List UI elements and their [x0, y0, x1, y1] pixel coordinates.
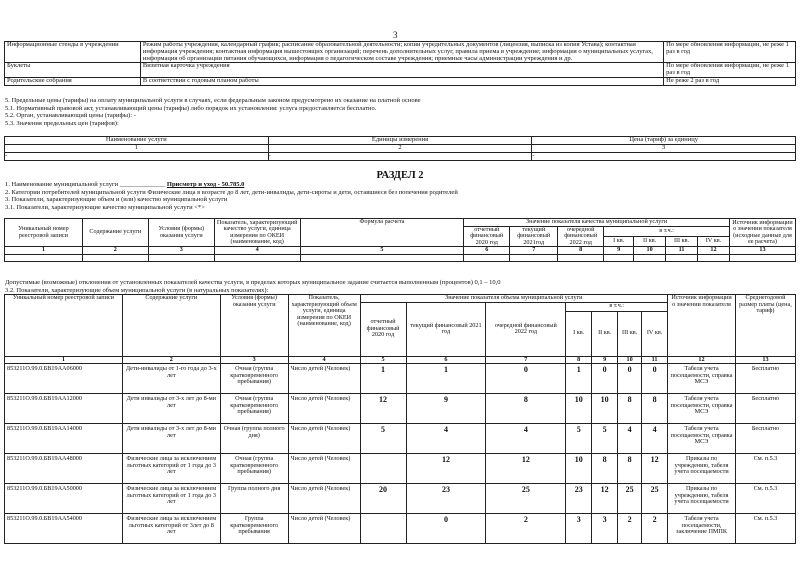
info-freq: По мере обновления информации, не реже 1 раз в год [664, 63, 796, 78]
v-col-number: 12 [668, 356, 736, 364]
cell-source: Приказы по учреждению, табеля учета посещаемости [668, 484, 736, 514]
cell-q3: 0 [618, 364, 642, 394]
cell-q1: 10 [566, 394, 592, 424]
q-col-number: 11 [666, 247, 698, 255]
q-col-number: 2 [82, 247, 148, 255]
cell-content: Дети-инвалиды от 1-го года до 3-х лет [122, 364, 220, 394]
info-means: Родительские собрания [5, 78, 141, 86]
consumers-line: 2. Категории потребителей муниципальной услуги Физические лица в возрасте до 8 лет, дети-инвалиды, дети-сироты и дети, оставшиеся без попечения родителей [5, 188, 458, 196]
v-h-incl: в т.ч.: [566, 302, 668, 311]
line-5-3: 5.3. Значения предельных цен (тарифов): [5, 119, 119, 127]
q-col-number: 3 [148, 247, 214, 255]
cell-indicator: Число детей (Человек) [288, 454, 360, 484]
q-col-number: 1 [5, 247, 83, 255]
v-h-indicator: Показатель, характеризующий объем услуги, единица измерения по ОКЕИ (наименование, код) [288, 295, 360, 357]
tariff-header-service: Наименование услуги [5, 137, 269, 145]
q-h-incl: в т.ч.: [604, 226, 730, 236]
cell-q3: 8 [618, 454, 642, 484]
cell-q3: 4 [618, 424, 642, 454]
cell-q2: 10 [592, 394, 618, 424]
cell-q2: 12 [592, 484, 618, 514]
cell-current: 0 [406, 514, 486, 544]
cell-source: Табеля учета посещаемости, заключение ПМПК [668, 514, 736, 544]
cell-content: Физические лица за исключением льготных категорий от 1 года до 3 лет [122, 484, 220, 514]
v-h-current: текущий финансовый 2021 год [406, 302, 486, 356]
v-h-next: очередной финансовый 2022 год [486, 302, 566, 356]
cell-current: 12 [406, 454, 486, 484]
cell-report [360, 514, 406, 544]
volume-line: 3.2. Показатели, характеризующие объем муниципальной услуги (в натуральных показателях): [5, 286, 269, 294]
v-col-number: 11 [642, 356, 668, 364]
cell-fee: См. п.5.3 [735, 454, 795, 484]
cell-fee: См. п.5.3 [735, 484, 795, 514]
v-h-q1: I кв. [566, 311, 592, 356]
cell-q4: 8 [642, 394, 668, 424]
q-col-number: 6 [464, 247, 510, 255]
cell-q2: 8 [592, 454, 618, 484]
cell-code: 853211О.99.0.БВ19АА06000 [5, 364, 123, 394]
cell-indicator: Число детей (Человек) [288, 514, 360, 544]
cell-fee: Бесплатно [735, 394, 795, 424]
v-h-fee: Среднегодовой размер платы (цена, тариф) [735, 295, 795, 357]
cell-code: 853211О.99.0.БВ19АА14000 [5, 424, 123, 454]
cell-fee: См. п.5.3 [735, 514, 795, 544]
v-h-source: Источник информации о значении показателя [668, 295, 736, 357]
tariff-section-text [5, 97, 421, 127]
q-h-indicator: Показатель, характеризующий качество услуги, единица измерения по ОКЕИ (наименование, код) [214, 219, 300, 247]
q-h-q4: IV кв. [698, 236, 730, 246]
cell-indicator: Число детей (Человек) [288, 484, 360, 514]
q-h-conditions: Условия (формы) оказания услуги [148, 219, 214, 247]
cell-report: 12 [360, 394, 406, 424]
service-name-value: Присмотр и уход - 50.785.0 [166, 181, 245, 188]
tariff-header-price: Цена (тариф) за единицу [532, 137, 796, 145]
cell-report [360, 454, 406, 484]
cell-next: 8 [486, 394, 566, 424]
cell-q1: 23 [566, 484, 592, 514]
tariff-value: - [532, 153, 796, 161]
table-row [5, 514, 796, 544]
info-row [5, 42, 796, 63]
v-col-number: 7 [486, 356, 566, 364]
service-name-line: 1. Наименование муниципальной услуги ______________ Присмотр и уход - 50.785.0 [5, 181, 245, 188]
cell-code: 853211О.99.0.БВ19АА50000 [5, 484, 123, 514]
cell-indicator: Число детей (Человек) [288, 394, 360, 424]
tariff-table [4, 136, 796, 161]
cell-q3: 8 [618, 394, 642, 424]
v-h-q3: III кв. [618, 311, 642, 356]
cell-fee: Бесплатно [735, 424, 795, 454]
cell-code: 853211О.99.0.БВ19АА54000 [5, 514, 123, 544]
q-h-code: Уникальный номер реестровой записи [5, 219, 83, 247]
cell-q3: 25 [618, 484, 642, 514]
cell-conditions: Группа кратковременного пребывания [220, 514, 288, 544]
q-h-current: текущий финансовый 2021год [510, 226, 558, 247]
cell-next: 2 [486, 514, 566, 544]
cell-q2: 3 [592, 514, 618, 544]
tariff-value: - [5, 153, 269, 161]
cell-report: 5 [360, 424, 406, 454]
page-number: 3 [393, 30, 398, 40]
info-content: Режим работы учреждения, календарный график; расписание образовательной деятельности; копии учредительных документов (лицензия, выписка из копия Устава); контактная информация учреждения; контактная информация вышестоящих организаций; перечень дополнительных услуг, правила приема в учреждение; информация о муниципальных услугах, информация об организации питания обучающихся, информация о педагогическом составе учреждения; приемные часы администрации учреждения и др. [140, 42, 663, 63]
cell-report: 1 [360, 364, 406, 394]
v-col-number: 4 [288, 356, 360, 364]
cell-indicator: Число детей (Человек) [288, 364, 360, 394]
v-h-report: отчетный финансовый 2020 год [360, 302, 406, 356]
q-h-report: отчетный финансовый 2020 год [464, 226, 510, 247]
cell-q1: 3 [566, 514, 592, 544]
line-5: 5. Предельные цены (тарифы) на оплату муниципальной услуги в случаях, если федеральным законом предусмотрено их оказание на платной основе [5, 97, 421, 104]
q-h-formula: Формула расчета [300, 219, 464, 247]
indicators-line: 3. Показатели, характеризующие объем и (или) качество муниципальной услуги [5, 196, 228, 204]
q-empty-row [5, 254, 796, 261]
cell-content: Дети инвалиды от 3-х лет до 8-ми лет [122, 394, 220, 424]
volume-table [4, 294, 796, 544]
cell-q2: 0 [592, 364, 618, 394]
service-name-label: 1. Наименование муниципальной услуги [5, 181, 119, 188]
cell-next: 0 [486, 364, 566, 394]
v-col-number: 6 [406, 356, 486, 364]
cell-q3: 2 [618, 514, 642, 544]
info-means: Информационные стенды в учреждении [5, 42, 141, 63]
cell-content: Физические лица за исключением льготных категорий от 1 года до 3 лет [122, 454, 220, 484]
line-5-2: 5.2. Орган, устанавливающий цены (тарифы): - [5, 112, 136, 120]
cell-report: 20 [360, 484, 406, 514]
v-col-number: 9 [592, 356, 618, 364]
volume-section-text [5, 279, 501, 294]
q-h-content: Содержание услуги [82, 219, 148, 247]
q-col-number: 12 [698, 247, 730, 255]
v-col-number: 13 [735, 356, 795, 364]
tariff-value-row [5, 153, 796, 161]
cell-q1: 10 [566, 454, 592, 484]
v-h-content: Содержание услуги [122, 295, 220, 357]
cell-next: 25 [486, 484, 566, 514]
tariff-num: 2 [268, 145, 532, 153]
q-col-number: 9 [604, 247, 634, 255]
cell-q4: 25 [642, 484, 668, 514]
line-5-1: 5.1. Нормативный правовой акт, устанавливающий цены (тарифы) либо порядок их установления: услуга предоставляется бесплатно. [5, 104, 377, 112]
cell-code: 853211О.99.0.БВ19АА12000 [5, 394, 123, 424]
cell-source: Табеля учета посещаемости, справка МСЭ [668, 364, 736, 394]
tariff-number-row [5, 145, 796, 153]
cell-indicator: Число детей (Человек) [288, 424, 360, 454]
cell-q1: 1 [566, 364, 592, 394]
quality-line: 3.1. Показатели, характеризующие качество муниципальной услуги <*> [5, 203, 205, 211]
q-col-number: 13 [729, 247, 795, 255]
cell-source: Приказы по учреждению, табеля учета посещаемости [668, 454, 736, 484]
table-row [5, 484, 796, 514]
cell-current: 9 [406, 394, 486, 424]
cell-code: 853211О.99.0.БВ19АА48000 [5, 454, 123, 484]
deviation-line: Допустимые (возможные) отклонения от установленных показателей качества услуги, в пределах которых муниципальное задание считается выполненным (процентов) 0,1 – 10,0 [5, 279, 501, 286]
cell-q2: 5 [592, 424, 618, 454]
cell-conditions: Очная (группа кратковременного пребывания) [220, 394, 288, 424]
v-h-q4: IV кв. [642, 311, 668, 356]
quality-table [4, 218, 796, 262]
q-h-values: Значение показателя качества муниципальной услуги [464, 219, 730, 227]
cell-current: 23 [406, 484, 486, 514]
section-title: РАЗДЕЛ 2 [376, 170, 424, 181]
tariff-num: 3 [532, 145, 796, 153]
q-h-q2: II кв. [634, 236, 666, 246]
table-row [5, 454, 796, 484]
q-number-row [5, 247, 796, 255]
cell-fee: Бесплатно [735, 364, 795, 394]
cell-next: 12 [486, 454, 566, 484]
table-row [5, 394, 796, 424]
cell-current: 4 [406, 424, 486, 454]
cell-next: 4 [486, 424, 566, 454]
v-number-row [5, 356, 796, 364]
v-col-number: 10 [618, 356, 642, 364]
table-row [5, 364, 796, 394]
tariff-header-unit: Единицы измерения [268, 137, 532, 145]
cell-conditions: Очная (группа кратковременного пребывания) [220, 454, 288, 484]
v-col-number: 5 [360, 356, 406, 364]
cell-conditions: Очная (группа полного дня) [220, 424, 288, 454]
table-row [5, 424, 796, 454]
tariff-num: 1 [5, 145, 269, 153]
v-col-number: 1 [5, 356, 123, 364]
info-table [4, 41, 796, 86]
v-h-code: Уникальный номер реестровой записи [5, 295, 123, 357]
cell-q4: 4 [642, 424, 668, 454]
q-col-number: 7 [510, 247, 558, 255]
cell-source: Табеля учета посещаемости, справка МСЭ [668, 424, 736, 454]
q-h-q1: I кв. [604, 236, 634, 246]
cell-q4: 0 [642, 364, 668, 394]
info-row [5, 63, 796, 78]
cell-content: Дети инвалиды от 3-х лет до 8-ми лет [122, 424, 220, 454]
v-col-number: 8 [566, 356, 592, 364]
cell-conditions: Очная (группа кратковременного пребывания) [220, 364, 288, 394]
info-freq: Не реже 2 раз в год [664, 78, 796, 86]
cell-content: Физические лица за исключением льготных категорий от 3лет до 8 лет [122, 514, 220, 544]
cell-q1: 5 [566, 424, 592, 454]
v-h-q2: II кв. [592, 311, 618, 356]
cell-q4: 2 [642, 514, 668, 544]
info-content: В соответствии с годовым планом работы [140, 78, 663, 86]
v-col-number: 2 [122, 356, 220, 364]
v-col-number: 3 [220, 356, 288, 364]
info-freq: По мере обновления информации, не реже 1 раз в год [664, 42, 796, 63]
section2-text [5, 181, 458, 211]
v-h-conditions: Условия (формы) оказания услуги [220, 295, 288, 357]
tariff-value: - [268, 153, 532, 161]
info-means: Буклеты [5, 63, 141, 78]
q-col-number: 5 [300, 247, 464, 255]
cell-current: 1 [406, 364, 486, 394]
info-content: Визитная карточка учреждения [140, 63, 663, 78]
cell-q4: 12 [642, 454, 668, 484]
info-row [5, 78, 796, 86]
q-col-number: 4 [214, 247, 300, 255]
q-col-number: 8 [558, 247, 604, 255]
q-col-number: 10 [634, 247, 666, 255]
cell-conditions: Группа полного дня [220, 484, 288, 514]
q-h-next: очередной финансовый 2022 год [558, 226, 604, 247]
q-h-q3: III кв. [666, 236, 698, 246]
v-h-values: Значение показателя объема муниципальной услуги [360, 295, 668, 303]
cell-source: Табеля учета посещаемости, справка МСЭ [668, 394, 736, 424]
q-h-source: Источник информации о значении показателя (исходные данные для ее расчета) [729, 219, 795, 247]
